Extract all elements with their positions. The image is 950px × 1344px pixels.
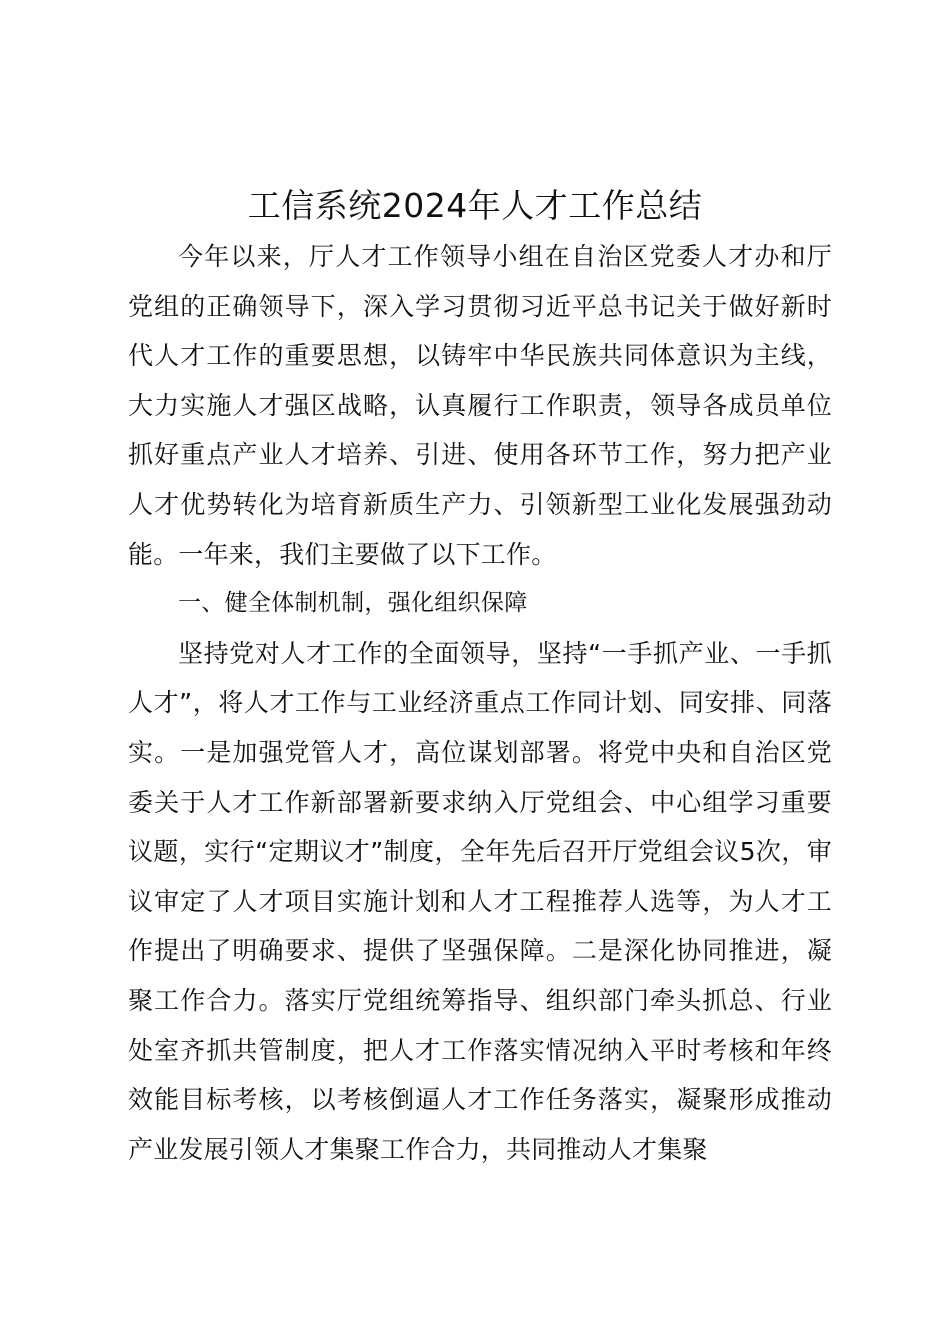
- section-heading: 一、健全体制机制，强化组织保障: [178, 590, 528, 617]
- intro-paragraph: 今年以来，厅人才工作领导小组在自治区党委人才办和厅党组的正确领导下，深入学习贯彻习近平总书记关于做好新时代人才工作的重要思想，以铸牢中华民族共同体意识为主线，大力实施人才强区战略，认真履行工作职责，领导各成员单位抓好重点产业人才培养、引进、使用各环节工作，努力把产业人才优势转化为培育新质生产力、引领新型工业化发展强劲动能。一年来，我们主要做了以下工作。: [128, 242, 832, 569]
- document-body: [128, 232, 832, 1174]
- section-paragraph: 坚持党对人才工作的全面领导，坚持“一手抓产业、一手抓人才”，将人才工作与工业经济重点工作同计划、同安排、同落实。一是加强党管人才，高位谋划部署。将党中央和自治区党委关于人才工作新部署新要求纳入厅党组会、中心组学习重要议题，实行“定期议才”制度，全年先后召开厅党组会议5次，审议审定了人才项目实施计划和人才工程推荐人选等，为人才工作提出了明确要求、提供了坚强保障。二是深化协同推进，凝聚工作合力。落实厅党组统筹指导、组织部门牵头抓总、行业处室齐抓共管制度，把人才工作落实情况纳入平时考核和年终效能目标考核，以考核倒逼人才工作任务落实，凝聚形成推动产业发展引领人才集聚工作合力，共同推动人才集聚: [128, 638, 832, 1164]
- document-title: 工信系统2024年人才工作总结: [247, 186, 703, 225]
